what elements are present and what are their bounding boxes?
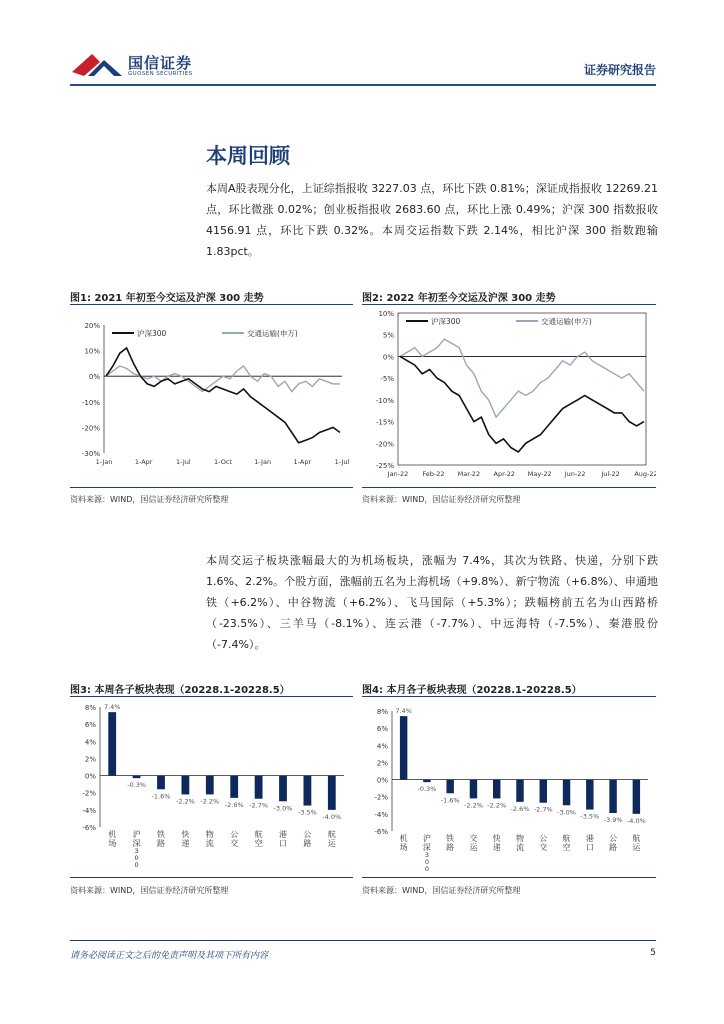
- x-tick-label: 1-Jan: [95, 458, 113, 466]
- bar-value-label: -3.0%: [273, 804, 293, 813]
- x-category-label: 铁路: [157, 830, 165, 848]
- x-category-label: 公交: [539, 834, 548, 852]
- page-number: 5: [650, 948, 656, 958]
- bar-value-label: -2.2%: [200, 797, 220, 806]
- x-category-label: 公路: [609, 834, 618, 852]
- bar-value-label: -2.2%: [487, 801, 507, 810]
- x-category-label: 公交: [230, 830, 239, 848]
- x-tick-label: 1-Jan: [254, 458, 272, 466]
- bar-value-label: -4.0%: [322, 812, 342, 821]
- bar-value-label: -3.0%: [557, 808, 576, 817]
- bar-value-label: -0.3%: [127, 781, 147, 790]
- y-tick-label: -2%: [374, 793, 388, 802]
- y-tick-label: -4%: [82, 806, 96, 815]
- y-tick-label: 20%: [84, 322, 100, 330]
- guosen-logo-icon: [70, 50, 124, 80]
- fig4-chart: [362, 697, 656, 875]
- bar-value-label: -1.6%: [151, 792, 171, 801]
- bar-value-label: -3.9%: [603, 816, 623, 824]
- fig1-title: 图1: 2021 年初至今交运及沪深 300 走势: [70, 293, 264, 304]
- bar-value-label: -4.0%: [626, 816, 646, 825]
- legend-label: 交通运输(申万): [541, 317, 592, 326]
- fig3-chart-box: [70, 696, 353, 878]
- y-tick-label: -15%: [375, 418, 394, 427]
- bar-value-label: -3.5%: [580, 812, 600, 821]
- x-category-label: 航运: [327, 830, 336, 848]
- x-category-label: 沪深 3 0 0: [422, 834, 431, 873]
- bar: [493, 780, 500, 799]
- x-tick-label: Jul-22: [601, 470, 620, 478]
- bar: [133, 776, 141, 779]
- bar: [586, 780, 593, 810]
- y-tick-label: 4%: [84, 738, 96, 747]
- x-tick-label: 1-Jul: [175, 458, 191, 466]
- bar: [540, 780, 547, 803]
- bar: [303, 776, 311, 806]
- x-category-label: 公路: [303, 830, 312, 848]
- fig3-chart: [70, 697, 353, 875]
- bar-value-label: -0.3%: [417, 785, 437, 794]
- y-tick-label: 2%: [376, 759, 388, 768]
- y-tick-label: 0%: [84, 772, 96, 781]
- bar: [255, 776, 263, 799]
- bar: [206, 776, 214, 795]
- y-tick-label: -10%: [81, 398, 100, 407]
- logo-subtext: GUOSEN SECURITIES: [128, 71, 193, 77]
- x-category-label: 沪深 3 0 0: [132, 830, 141, 869]
- series-line: [106, 348, 340, 443]
- legend-label: 沪深300: [431, 317, 461, 326]
- y-tick-label: 8%: [84, 704, 96, 712]
- fig2-chart: [362, 305, 656, 485]
- fig1-source: 资料来源：WIND，国信证券经济研究所整理: [70, 495, 229, 504]
- x-tick-label: May-22: [527, 470, 552, 478]
- bar-value-label: -2.7%: [533, 805, 553, 814]
- x-tick-label: Feb-22: [422, 470, 445, 478]
- legend-label: 沪深300: [137, 329, 167, 338]
- bar: [516, 780, 523, 802]
- bar: [181, 776, 189, 795]
- y-tick-label: -20%: [81, 424, 100, 433]
- y-tick-label: -6%: [82, 824, 96, 832]
- bar-value-label: -2.7%: [249, 801, 269, 810]
- x-tick-label: Apr-22: [493, 470, 516, 478]
- bar-value-label: -2.6%: [510, 804, 530, 813]
- x-category-label: 物流: [516, 834, 524, 852]
- section-title: 本周回顾: [206, 144, 290, 168]
- y-tick-label: 10%: [378, 310, 394, 318]
- x-category-label: 航空: [562, 834, 571, 852]
- bar: [157, 776, 165, 790]
- bar-value-label: 7.4%: [395, 707, 412, 716]
- x-tick-label: 1-Oct: [214, 458, 232, 466]
- fig1-chart-box: [70, 304, 353, 488]
- disclaimer-note: 请务必阅读正文之后的免责声明及其项下所有内容: [70, 951, 269, 961]
- fig4-source: 资料来源：WIND，国信证券经济研究所整理: [362, 886, 521, 895]
- bar-value-label: -1.6%: [440, 796, 460, 805]
- x-category-label: 港口: [279, 830, 287, 848]
- bar-value-label: -2.2%: [175, 797, 195, 806]
- header-divider: [70, 84, 656, 86]
- bar: [563, 780, 570, 806]
- bar: [108, 712, 116, 775]
- y-tick-label: 0%: [382, 353, 394, 362]
- footer-divider: [70, 940, 656, 941]
- series-line: [400, 356, 644, 452]
- sector-paragraph: 本周交运子板块涨幅最大的为机场板块，涨幅为 7.4%，其次为铁路、快递，分别下跌 1.6%、2.2%。个股方面，涨幅前五名为上海机场（+9.8%）、新宁物流（+6.8%）、申通地铁（+6.2%）、中谷物流（+6.2%）、飞马国际（+5.3%）；跌幅榜前五名为山西路桥（-23.5%）、三羊马（-8.1%）、连云港（-7.7%）、中远海特（-7.5%）、秦港股份（-7.4%）。: [206, 554, 658, 651]
- bar: [230, 776, 238, 798]
- x-tick-label: Jun-22: [564, 470, 586, 478]
- bar: [423, 780, 430, 783]
- bar: [328, 776, 336, 810]
- x-category-label: 航空: [254, 830, 263, 848]
- x-category-label: 港口: [585, 834, 594, 852]
- fig4-chart-box: [362, 696, 656, 878]
- bar: [470, 780, 477, 799]
- x-tick-label: Aug-22: [634, 470, 656, 478]
- x-category-label: 机场: [108, 830, 117, 848]
- x-tick-label: 1-Jul: [334, 458, 350, 466]
- fig4-title: 图4: 本月各子板块表现（20228.1-20228.5）: [362, 685, 582, 696]
- x-tick-label: 1-Apr: [134, 458, 153, 466]
- fig3-title: 图3: 本周各子板块表现（20228.1-20228.5）: [70, 685, 290, 696]
- fig1-chart: [70, 305, 353, 485]
- fig3-source: 资料来源：WIND，国信证券经济研究所整理: [70, 886, 229, 895]
- bar-value-label: -2.2%: [464, 801, 483, 810]
- y-tick-label: 0%: [88, 373, 100, 382]
- x-tick-label: Jan-22: [387, 470, 409, 478]
- legend-label: 交通运输(申万): [247, 329, 298, 338]
- y-tick-label: 0%: [376, 776, 388, 785]
- bar-value-label: -2.6%: [224, 800, 244, 809]
- y-tick-label: 6%: [376, 725, 388, 734]
- bar: [609, 780, 616, 813]
- y-tick-label: 10%: [84, 347, 100, 356]
- bar: [400, 716, 407, 779]
- bar-value-label: 7.4%: [103, 703, 121, 712]
- x-category-label: 机场: [399, 834, 408, 852]
- x-tick-label: Mar-22: [457, 470, 481, 478]
- y-tick-label: -20%: [375, 440, 394, 449]
- x-category-label: 快递: [492, 834, 501, 852]
- y-tick-label: 4%: [376, 742, 388, 751]
- series-line: [106, 366, 340, 392]
- fig2-chart-box: [362, 304, 656, 488]
- y-tick-label: 8%: [376, 708, 388, 716]
- report-type: 证券研究报告: [583, 63, 656, 77]
- y-tick-label: -6%: [374, 828, 388, 836]
- x-category-label: 交运: [469, 834, 478, 852]
- fig2-title: 图2: 2022 年初至今交运及沪深 300 走势: [362, 293, 556, 304]
- logo: [70, 50, 220, 80]
- review-paragraph: 本周A股表现分化，上证综指报收 3227.03 点，环比下跌 0.81%；深证成指报收 12269.21 点，环比微涨 0.02%；创业板指报收 2683.60 点，环比上涨 0.49%；沪深 300 指数报收 4156.91 点，环比下跌 0.32%。本周交运指数下跌 2.14%，相比沪深 300 指数跑输 1.83pct。: [206, 182, 658, 258]
- bar: [446, 780, 453, 794]
- y-tick-label: -2%: [82, 789, 96, 798]
- plot-frame: [398, 313, 646, 465]
- y-tick-label: -30%: [81, 450, 100, 458]
- x-category-label: 航运: [632, 834, 641, 852]
- y-tick-label: 6%: [84, 721, 96, 730]
- bar: [633, 780, 640, 814]
- x-category-label: 快递: [181, 830, 190, 848]
- bar: [279, 776, 287, 802]
- y-tick-label: -4%: [374, 810, 388, 819]
- logo-text: 国信证券: [128, 54, 193, 72]
- y-tick-label: -5%: [380, 375, 394, 384]
- x-tick-label: 1-Apr: [293, 458, 312, 466]
- bar-value-label: -3.5%: [297, 808, 317, 817]
- y-tick-label: 2%: [84, 755, 96, 764]
- x-category-label: 铁路: [446, 834, 455, 852]
- x-category-label: 物流: [205, 830, 214, 848]
- y-tick-label: -25%: [375, 462, 394, 470]
- fig2-source: 资料来源：WIND，国信证券经济研究所整理: [362, 495, 521, 504]
- y-tick-label: -10%: [375, 396, 394, 405]
- y-tick-label: 5%: [382, 331, 394, 340]
